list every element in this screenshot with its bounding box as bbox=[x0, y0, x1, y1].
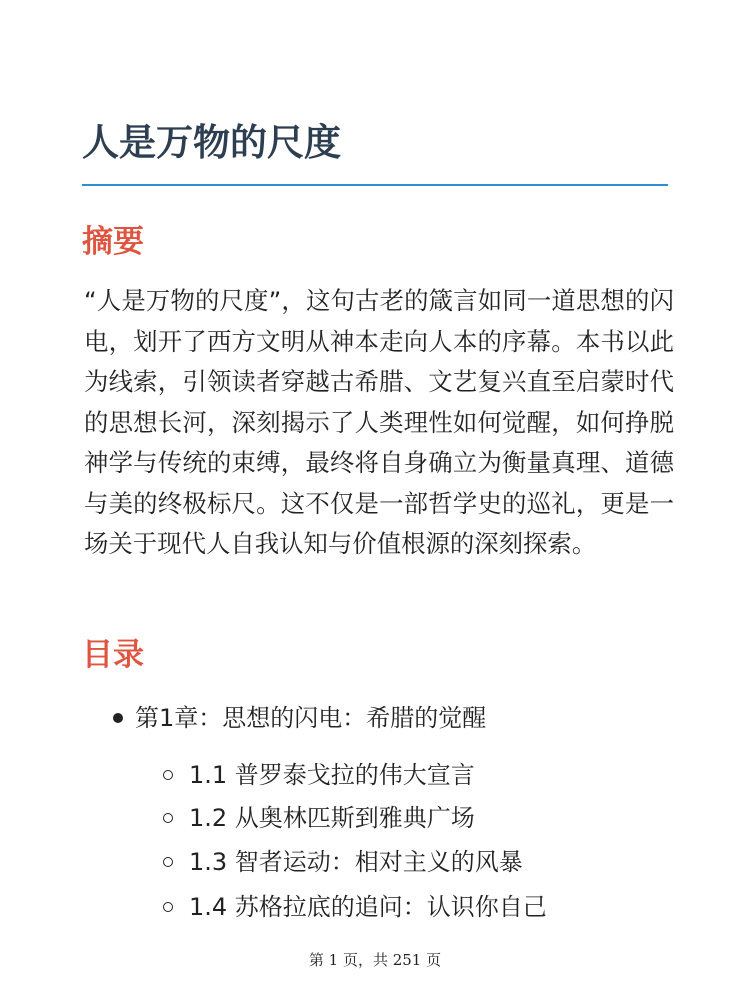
hollow-circle-bullet-icon bbox=[163, 813, 173, 823]
hollow-circle-bullet-icon bbox=[163, 857, 173, 867]
toc-heading: 目录 bbox=[82, 637, 144, 673]
toc-chapter-1[interactable]: 第1章：思想的闪电：希腊的觉醒 bbox=[135, 704, 487, 732]
abstract-heading: 摘要 bbox=[82, 224, 144, 260]
hollow-circle-bullet-icon bbox=[163, 902, 173, 912]
document-title: 人是万物的尺度 bbox=[82, 121, 341, 164]
title-divider bbox=[82, 184, 668, 186]
filled-disc-bullet-icon bbox=[113, 713, 123, 723]
abstract-paragraph: “人是万物的尺度”，这句古老的箴言如同一道思想的闪电，划开了西方文明从神本走向人本的序幕。本书以此为线索，引领读者穿越古希腊、文艺复兴直至启蒙时代的思想长河，深刻揭示了人类理性如何觉醒，如何挣脱神学与传统的束缚，最终将自身确立为衡量真理、道德与美的终极标尺。这不仅是一部哲学史的巡礼，更是一场关于现代人自我认知与价值根源的深刻探索。 bbox=[84, 286, 674, 558]
toc-section-1-3[interactable]: 1.3 智者运动：相对主义的风暴 bbox=[189, 848, 523, 876]
hollow-circle-bullet-icon bbox=[163, 770, 173, 780]
toc-section-1-1[interactable]: 1.1 普罗泰戈拉的伟大宣言 bbox=[189, 761, 475, 789]
page-number-footer: 第 1 页，共 251 页 bbox=[308, 951, 442, 969]
toc-section-1-2[interactable]: 1.2 从奥林匹斯到雅典广场 bbox=[189, 804, 475, 832]
toc-section-1-4[interactable]: 1.4 苏格拉底的追问：认识你自己 bbox=[189, 893, 547, 921]
